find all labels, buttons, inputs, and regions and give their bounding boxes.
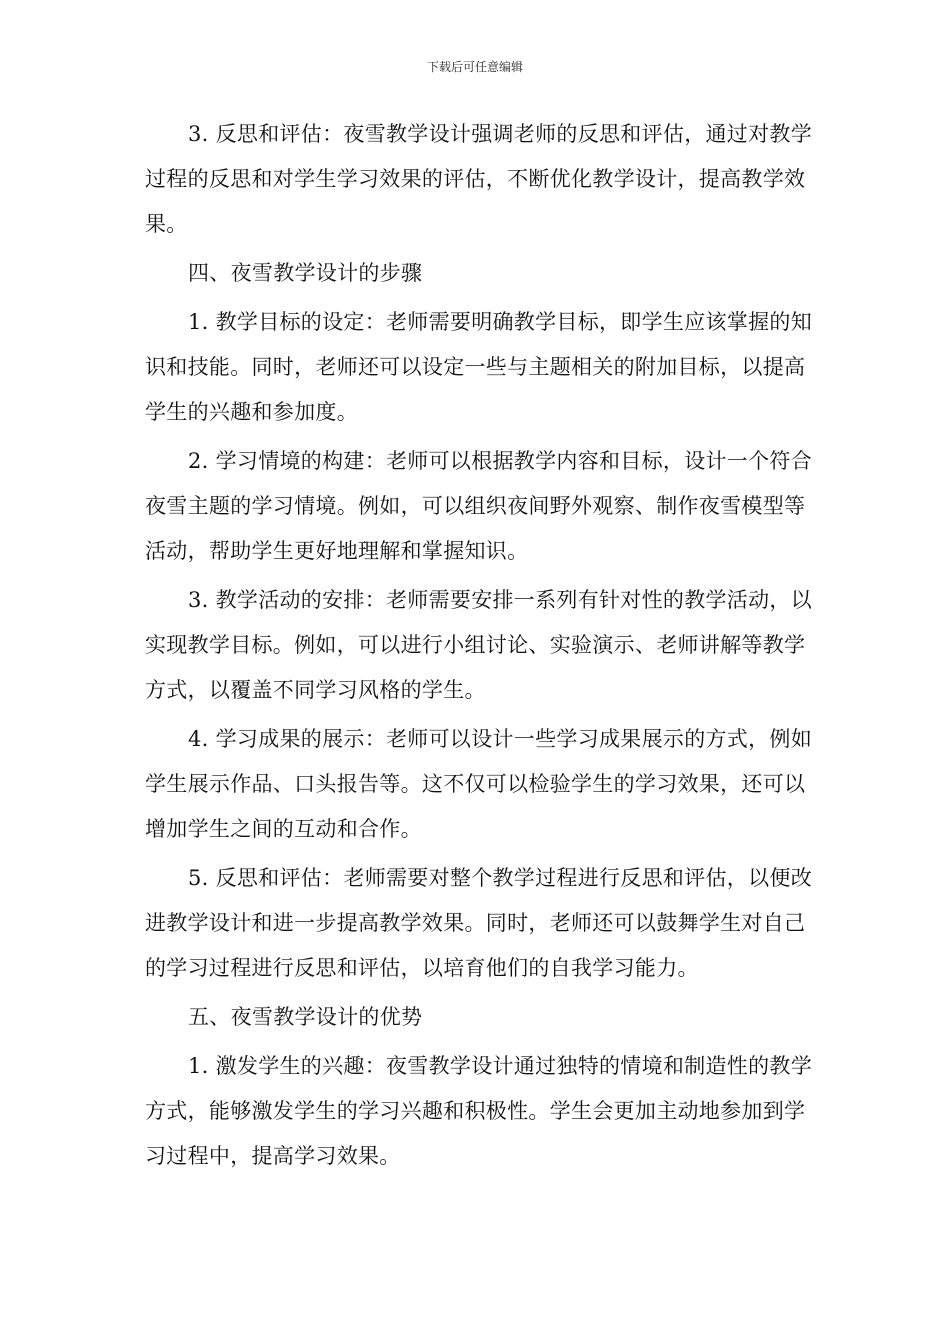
paragraph-reflection-evaluation: 3. 反思和评估：夜雪教学设计强调老师的反思和评估，通过对教学过程的反思和对学生学习效果的评估，不断优化教学设计，提高教学效果。 [145, 122, 813, 236]
page-header: 下载后可任意编辑 [426, 60, 523, 74]
section-heading-advantages: 五、夜雪教学设计的优势 [188, 1005, 423, 1029]
paragraph-step-outcome-display: 4. 学习成果的展示：老师可以设计一些学习成果展示的方式，例如学生展示作品、口头报告等。这不仅可以检验学生的学习效果，还可以增加学生之间的互动和合作。 [145, 727, 813, 841]
paragraph-step-reflection: 5. 反思和评估：老师需要对整个教学过程进行反思和评估，以便改进教学设计和进一步提高教学效果。同时，老师还可以鼓舞学生对自己的学习过程进行反思和评估，以培育他们的自我学习能力。 [145, 866, 813, 980]
paragraph-step-goal-setting: 1. 教学目标的设定：老师需要明确教学目标，即学生应该掌握的知识和技能。同时，老师还可以设定一些与主题相关的附加目标，以提高学生的兴趣和参加度。 [145, 310, 813, 424]
paragraph-step-activity-arrangement: 3. 教学活动的安排：老师需要安排一系列有针对性的教学活动，以实现教学目标。例如，可以进行小组讨论、实验演示、老师讲解等教学方式，以覆盖不同学习风格的学生。 [145, 588, 813, 702]
section-heading-steps: 四、夜雪教学设计的步骤 [188, 261, 423, 285]
document-body [145, 112, 813, 1179]
paragraph-step-context-building: 2. 学习情境的构建：老师可以根据教学内容和目标，设计一个符合夜雪主题的学习情境。例如，可以组织夜间野外观察、制作夜雪模型等活动，帮助学生更好地理解和掌握知识。 [145, 449, 813, 563]
paragraph-advantage-interest: 1. 激发学生的兴趣：夜雪教学设计通过独特的情境和制造性的教学方式，能够激发学生的学习兴趣和积极性。学生会更加主动地参加到学习过程中，提高学习效果。 [145, 1054, 813, 1168]
